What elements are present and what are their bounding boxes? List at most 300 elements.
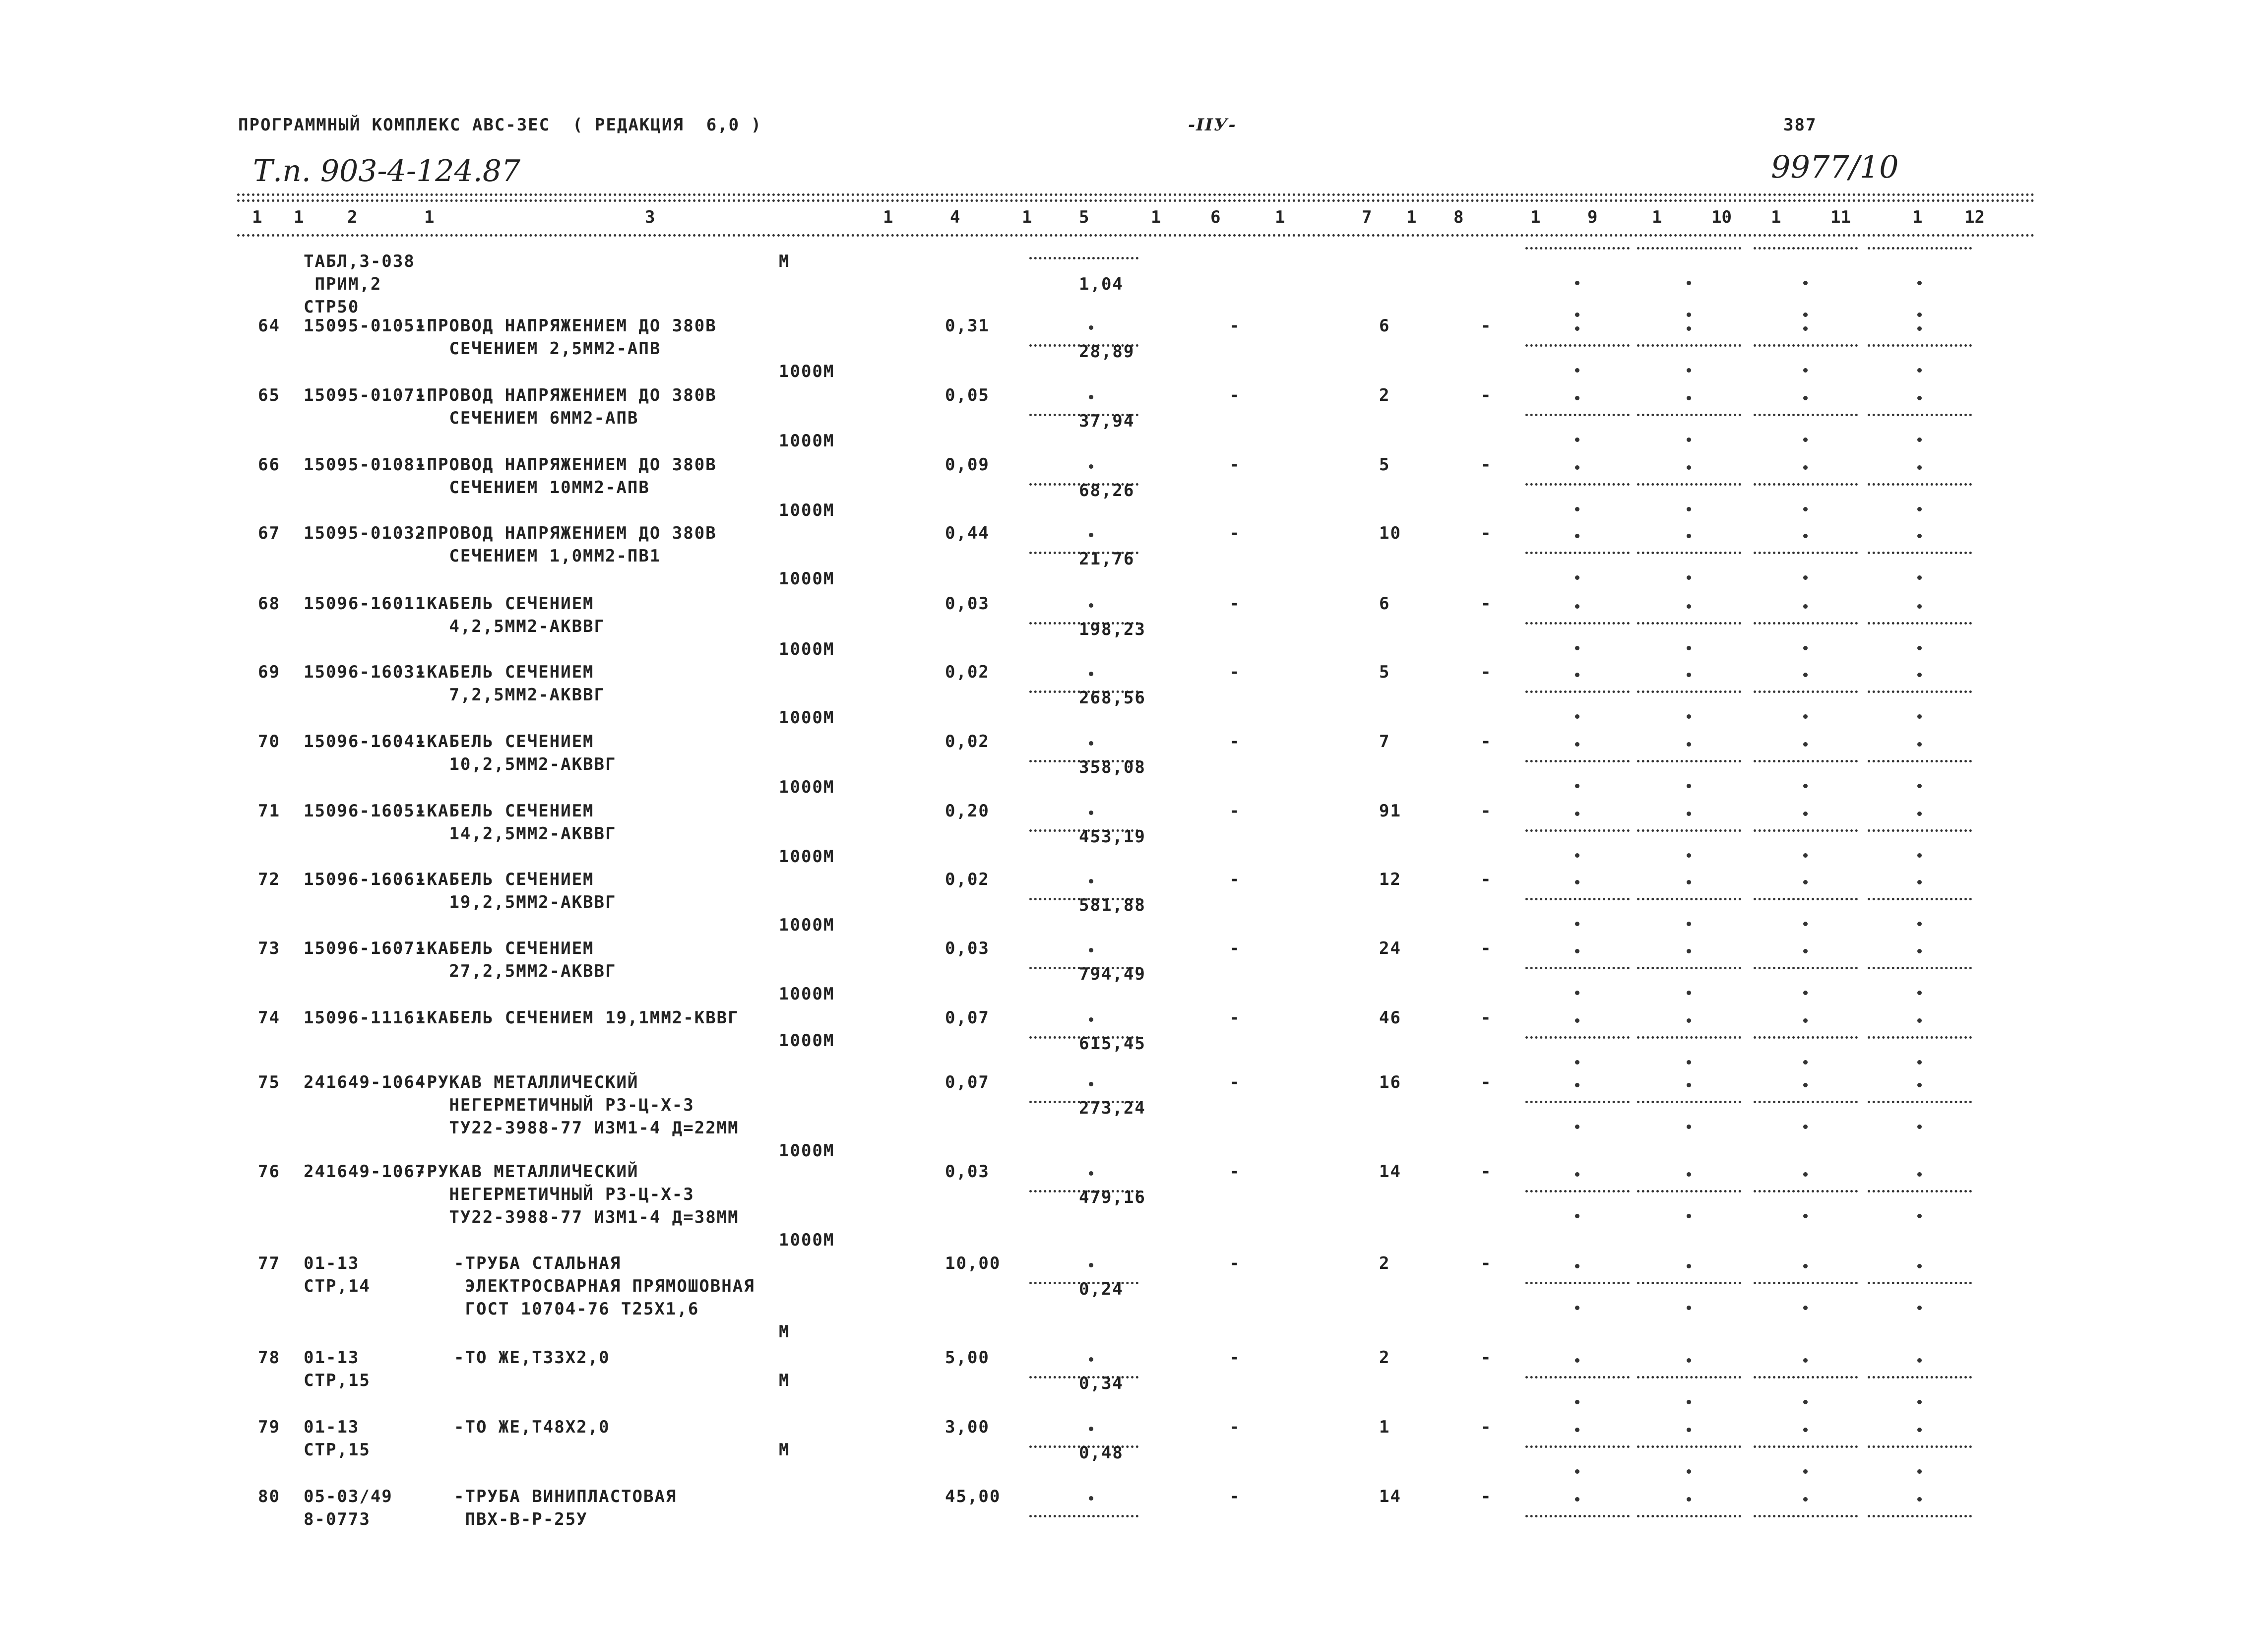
row-col7: 91 (1379, 801, 1401, 821)
row-price: 28,89 (1079, 342, 1135, 362)
row-unit: 1000М (779, 362, 835, 381)
col9-marker-bottom (1575, 368, 1579, 373)
col12-marker-bottom (1917, 1469, 1922, 1474)
row-description-line: ТУ22-3988-77 ИЗМ1-4 Д=38ММ (416, 1207, 739, 1227)
col10-divider (1637, 552, 1741, 554)
row-price: 581,88 (1079, 895, 1146, 915)
col11-marker-bottom (1803, 784, 1808, 788)
row-col7: 1 (1379, 1417, 1390, 1437)
col9-marker-bottom (1575, 1469, 1579, 1474)
col12-marker-bottom (1917, 784, 1922, 788)
row-col6: - (1229, 1348, 1241, 1368)
col9-divider (1525, 690, 1630, 693)
col9-marker-top (1575, 604, 1579, 609)
col12-divider (1868, 967, 1972, 969)
col12-divider (1868, 414, 1972, 416)
col9-marker-bottom (1575, 853, 1579, 858)
col9-marker-bottom (1575, 1060, 1579, 1065)
row-unit: М (779, 1322, 790, 1342)
row-col6: - (1229, 1417, 1241, 1437)
row-unit: 1000М (779, 1141, 835, 1161)
row-description-line: -ПРОВОД НАПРЯЖЕНИЕМ ДО 380В (416, 523, 717, 543)
row-col7: 16 (1379, 1072, 1401, 1092)
col12-marker-top (1917, 1428, 1922, 1432)
col10-marker-top (1687, 1172, 1691, 1177)
col11-divider (1754, 1101, 1858, 1103)
col11-marker-top (1803, 281, 1808, 285)
col12-divider (1868, 760, 1972, 762)
col10-marker-top (1687, 1264, 1691, 1268)
row-description-line: 14,2,5ММ2-АКВВГ (416, 824, 617, 844)
column-header-cell: 1 (1151, 207, 1161, 227)
row-description-line: -ТО ЖЕ,Т48Х2,0 (454, 1417, 610, 1437)
col10-divider (1637, 1190, 1741, 1192)
row-col7: 2 (1379, 385, 1390, 405)
col9-marker-bottom (1575, 313, 1579, 317)
row-col7: 46 (1379, 1008, 1401, 1028)
col10-marker-top (1687, 534, 1691, 538)
row-description-line: СЕЧЕНИЕМ 6ММ2-АПВ (416, 408, 639, 428)
row-price: 21,76 (1079, 549, 1135, 569)
row-price: 37,94 (1079, 411, 1135, 431)
row-description-line: -КАБЕЛЬ СЕЧЕНИЕМ (416, 662, 594, 682)
col10-marker-top (1687, 1428, 1691, 1432)
col10-divider (1637, 1515, 1741, 1517)
col12-marker-top (1917, 326, 1922, 331)
column-header-cell: 5 (1079, 207, 1089, 227)
col12-marker-bottom (1917, 507, 1922, 511)
row-col8: - (1481, 594, 1492, 614)
col12-marker-top (1917, 1172, 1922, 1177)
row-quantity: 0,03 (945, 939, 990, 958)
row-col8: - (1481, 1162, 1492, 1182)
col11-marker-bottom (1803, 1125, 1808, 1129)
col9-marker-top (1575, 742, 1579, 747)
row-description-line: 10,2,5ММ2-АКВВГ (416, 754, 617, 774)
column-header-cell: 1 (1530, 207, 1541, 227)
col12-divider (1868, 1101, 1972, 1103)
row-col7: 7 (1379, 732, 1390, 752)
col12-divider (1868, 690, 1972, 693)
col10-marker-top (1687, 812, 1691, 816)
row-col7: 2 (1379, 1253, 1390, 1273)
col10-marker-bottom (1687, 507, 1691, 511)
col10-marker-top (1687, 742, 1691, 747)
col11-marker-bottom (1803, 714, 1808, 719)
col10-marker-bottom (1687, 438, 1691, 442)
col10-marker-bottom (1687, 784, 1691, 788)
row-unit: 1000М (779, 847, 835, 867)
col11-marker-top (1803, 880, 1808, 884)
col9-divider (1525, 1515, 1630, 1517)
row-price: 268,56 (1079, 688, 1146, 708)
row-quantity: 45,00 (945, 1487, 1001, 1506)
col9-marker-top (1575, 534, 1579, 538)
col10-marker-top (1687, 880, 1691, 884)
row-quantity: 0,20 (945, 801, 990, 821)
col10-divider (1637, 483, 1741, 486)
row-col7: 14 (1379, 1487, 1401, 1506)
row-code: 15096-11161 (304, 1008, 427, 1028)
col11-marker-top (1803, 1428, 1808, 1432)
col11-marker-top (1803, 1358, 1808, 1363)
col10-divider (1637, 898, 1741, 900)
col12-marker-top (1917, 534, 1922, 538)
row-description-line: 7,2,5ММ2-АКВВГ (416, 685, 605, 705)
row-col6: - (1229, 939, 1241, 958)
row-code: 15096-16011 (304, 594, 427, 614)
row-code-ref: СТР,15 (304, 1371, 371, 1390)
col11-divider (1754, 344, 1858, 347)
col10-marker-bottom (1687, 714, 1691, 719)
col9-marker-top (1575, 1172, 1579, 1177)
col12-marker-top (1917, 1083, 1922, 1087)
row-quantity: 0,09 (945, 455, 990, 475)
col9-marker-top (1575, 1358, 1579, 1363)
row-number: 68 (258, 594, 280, 614)
row-col8: - (1481, 1487, 1492, 1506)
row-description-line: СЕЧЕНИЕМ 10ММ2-АПВ (416, 478, 650, 498)
column-header-cell: 1 (1406, 207, 1417, 227)
col11-divider (1754, 829, 1858, 832)
col12-divider (1868, 552, 1972, 554)
col5-marker (1089, 1171, 1093, 1176)
col5-marker (1089, 1082, 1093, 1086)
col11-marker-top (1803, 742, 1808, 747)
col12-divider (1868, 344, 1972, 347)
col10-marker-bottom (1687, 1306, 1691, 1310)
col12-divider (1868, 247, 1972, 250)
row-col6: - (1229, 385, 1241, 405)
col9-divider (1525, 483, 1630, 486)
row-unit: М (779, 251, 790, 271)
row-description-line: -РУКАВ МЕТАЛЛИЧЕСКИЙ (416, 1162, 639, 1182)
page-mark: -IIУ- (1188, 115, 1237, 135)
row-number: 75 (258, 1072, 280, 1092)
col9-divider (1525, 552, 1630, 554)
row-price: 453,19 (1079, 827, 1146, 847)
col10-divider (1637, 967, 1741, 969)
row-code-ref: 8-0773 (304, 1509, 371, 1529)
col12-marker-bottom (1917, 991, 1922, 995)
col10-marker-top (1687, 949, 1691, 953)
row-price: 0,34 (1079, 1374, 1124, 1393)
row-description-line: -ПРОВОД НАПРЯЖЕНИЕМ ДО 380В (416, 385, 717, 405)
col9-marker-top (1575, 1497, 1579, 1502)
col9-divider (1525, 414, 1630, 416)
col5-marker (1089, 325, 1093, 330)
col9-marker-bottom (1575, 922, 1579, 926)
col5-marker (1089, 395, 1093, 399)
col9-divider (1525, 967, 1630, 969)
row-description-line: -КАБЕЛЬ СЕЧЕНИЕМ (416, 939, 594, 958)
col12-marker-top (1917, 604, 1922, 609)
col11-marker-bottom (1803, 853, 1808, 858)
row-number: 70 (258, 732, 280, 752)
row-col8: - (1481, 316, 1492, 336)
col12-marker-bottom (1917, 853, 1922, 858)
row-col7: 2 (1379, 1348, 1390, 1368)
col12-marker-bottom (1917, 1214, 1922, 1218)
row-description-line: НЕГЕРМЕТИЧНЫЙ РЗ-Ц-Х-3 (416, 1185, 694, 1204)
col11-marker-bottom (1803, 507, 1808, 511)
col11-marker-top (1803, 326, 1808, 331)
row-description-line: ГОСТ 10704-76 Т25Х1,6 (454, 1299, 699, 1319)
row-number: 76 (258, 1162, 280, 1182)
col12-marker-top (1917, 1358, 1922, 1363)
col11-marker-bottom (1803, 646, 1808, 650)
col10-marker-top (1687, 465, 1691, 470)
row-col7: 12 (1379, 870, 1401, 889)
row-col8: - (1481, 1072, 1492, 1092)
col5-marker (1089, 1427, 1093, 1431)
row-number: 69 (258, 662, 280, 682)
row-price: 794,49 (1079, 964, 1146, 984)
col5-marker (1089, 672, 1093, 676)
row-description-line: -РУКАВ МЕТАЛЛИЧЕСКИЙ (416, 1072, 639, 1092)
col11-marker-bottom (1803, 1400, 1808, 1404)
col12-marker-top (1917, 281, 1922, 285)
col10-marker-bottom (1687, 575, 1691, 580)
col5-marker (1089, 1017, 1093, 1022)
col10-divider (1637, 760, 1741, 762)
top-dotted-rule-2 (237, 199, 2035, 202)
col11-marker-top (1803, 465, 1808, 470)
row-unit: М (779, 1440, 790, 1460)
row-col7: 14 (1379, 1162, 1401, 1182)
column-header-cell: 1 (883, 207, 893, 227)
row-col6: - (1229, 1253, 1241, 1273)
row-code: 15096-16031 (304, 662, 427, 682)
col12-divider (1868, 483, 1972, 486)
col9-divider (1525, 344, 1630, 347)
col11-divider (1754, 690, 1858, 693)
col12-divider (1868, 898, 1972, 900)
row-col8: - (1481, 732, 1492, 752)
col9-marker-top (1575, 1264, 1579, 1268)
col11-divider (1754, 967, 1858, 969)
col12-marker-top (1917, 742, 1922, 747)
col11-marker-bottom (1803, 1214, 1808, 1218)
col11-divider (1754, 622, 1858, 625)
row-col8: - (1481, 1253, 1492, 1273)
col12-marker-top (1917, 812, 1922, 816)
col9-divider (1525, 1190, 1630, 1192)
row-price: 615,45 (1079, 1034, 1146, 1054)
row-col7: 5 (1379, 662, 1390, 682)
row-unit: 1000М (779, 639, 835, 659)
col11-divider (1754, 1515, 1858, 1517)
row-number: 79 (258, 1417, 280, 1437)
col10-divider (1637, 829, 1741, 832)
row-quantity: 0,44 (945, 523, 990, 543)
column-header-cell: 1 (1022, 207, 1032, 227)
row-description-line: -КАБЕЛЬ СЕЧЕНИЕМ (416, 732, 594, 752)
column-header-cell: 4 (950, 207, 960, 227)
header-dotted-rule (237, 234, 2035, 237)
col10-marker-bottom (1687, 1125, 1691, 1129)
col9-marker-top (1575, 949, 1579, 953)
row-description-line: СЕЧЕНИЕМ 2,5ММ2-АПВ (416, 339, 661, 359)
col12-marker-bottom (1917, 714, 1922, 719)
row-description-line: 4,2,5ММ2-АКВВГ (416, 617, 605, 636)
row-code: 15095-01051 (304, 316, 427, 336)
col9-marker-top (1575, 326, 1579, 331)
row-code-ref: СТР,15 (304, 1440, 371, 1460)
col10-marker-top (1687, 396, 1691, 400)
row-col6: - (1229, 801, 1241, 821)
col11-divider (1754, 1190, 1858, 1192)
col10-divider (1637, 1282, 1741, 1284)
col12-marker-bottom (1917, 646, 1922, 650)
col9-marker-bottom (1575, 507, 1579, 511)
col12-marker-top (1917, 465, 1922, 470)
row-unit: 1000М (779, 569, 835, 589)
col10-divider (1637, 1445, 1741, 1448)
row-unit: 1000М (779, 501, 835, 520)
col9-marker-bottom (1575, 1306, 1579, 1310)
col11-marker-top (1803, 1497, 1808, 1502)
row-code: 01-13 (304, 1253, 360, 1273)
col12-marker-bottom (1917, 922, 1922, 926)
col5-marker (1089, 603, 1093, 608)
row-code: 241649-1064 (304, 1072, 427, 1092)
col9-marker-top (1575, 812, 1579, 816)
col10-marker-top (1687, 326, 1691, 331)
row-unit: 1000М (779, 777, 835, 797)
column-header-cell: 1 (1912, 207, 1923, 227)
col12-marker-bottom (1917, 1306, 1922, 1310)
row-code: 01-13 (304, 1348, 360, 1368)
col12-divider (1868, 1036, 1972, 1039)
col10-marker-top (1687, 281, 1691, 285)
row-code: 15096-16071 (304, 939, 427, 958)
row-col8: - (1481, 870, 1492, 889)
column-header-cell: 6 (1210, 207, 1221, 227)
col12-marker-bottom (1917, 313, 1922, 317)
row-code: 15096-16061 (304, 870, 427, 889)
row-price: 479,16 (1079, 1188, 1146, 1207)
row-col8: - (1481, 1348, 1492, 1368)
col9-marker-bottom (1575, 575, 1579, 580)
row-code: 15095-01071 (304, 385, 427, 405)
column-header-cell: 2 (347, 207, 358, 227)
col9-marker-top (1575, 1428, 1579, 1432)
row-quantity: 0,02 (945, 662, 990, 682)
col12-marker-bottom (1917, 438, 1922, 442)
col9-divider (1525, 898, 1630, 900)
col5-divider (1029, 1515, 1138, 1517)
col11-divider (1754, 552, 1858, 554)
col5-marker (1089, 1357, 1093, 1362)
row-unit: 1000М (779, 708, 835, 728)
col9-marker-bottom (1575, 646, 1579, 650)
col12-marker-top (1917, 949, 1922, 953)
row-quantity: 3,00 (945, 1417, 990, 1437)
row-col6: - (1229, 455, 1241, 475)
col12-marker-bottom (1917, 1060, 1922, 1065)
col9-divider (1525, 760, 1630, 762)
col11-marker-top (1803, 673, 1808, 677)
column-header-cell: 1 (1771, 207, 1781, 227)
col10-divider (1637, 690, 1741, 693)
col11-marker-bottom (1803, 438, 1808, 442)
col9-marker-top (1575, 396, 1579, 400)
col11-marker-bottom (1803, 575, 1808, 580)
col10-marker-top (1687, 1358, 1691, 1363)
row-col6: - (1229, 1162, 1241, 1182)
col11-divider (1754, 247, 1858, 250)
col11-divider (1754, 1282, 1858, 1284)
col11-marker-top (1803, 396, 1808, 400)
row-col8: - (1481, 801, 1492, 821)
row-description-line: ПРИМ,2 (304, 274, 382, 294)
row-price: 0,48 (1079, 1443, 1124, 1463)
col10-divider (1637, 1036, 1741, 1039)
row-quantity: 0,31 (945, 316, 990, 336)
row-quantity: 0,02 (945, 870, 990, 889)
row-number: 65 (258, 385, 280, 405)
sheet-code: 9977/10 (1771, 149, 1899, 185)
row-description-line: -ПРОВОД НАПРЯЖЕНИЕМ ДО 380В (416, 316, 717, 336)
col9-divider (1525, 829, 1630, 832)
row-code: 15095-01081 (304, 455, 427, 475)
row-col8: - (1481, 1417, 1492, 1437)
row-code: 01-13 (304, 1417, 360, 1437)
column-header-cell: 8 (1453, 207, 1464, 227)
row-col6: - (1229, 732, 1241, 752)
col10-marker-bottom (1687, 1060, 1691, 1065)
row-quantity: 5,00 (945, 1348, 990, 1368)
col9-divider (1525, 1445, 1630, 1448)
col9-marker-bottom (1575, 438, 1579, 442)
col12-divider (1868, 622, 1972, 625)
col10-divider (1637, 1101, 1741, 1103)
row-number: 67 (258, 523, 280, 543)
row-description-line: СТР50 (304, 297, 360, 317)
row-number: 73 (258, 939, 280, 958)
col11-marker-bottom (1803, 922, 1808, 926)
col12-marker-top (1917, 396, 1922, 400)
row-description-line: 27,2,5ММ2-АКВВГ (416, 961, 617, 981)
col12-marker-bottom (1917, 368, 1922, 373)
col10-divider (1637, 414, 1741, 416)
row-price: 1,04 (1079, 274, 1124, 294)
col9-marker-bottom (1575, 1214, 1579, 1218)
col9-divider (1525, 1036, 1630, 1039)
row-description-line: -КАБЕЛЬ СЕЧЕНИЕМ 19,1ММ2-КВВГ (416, 1008, 739, 1028)
col11-marker-bottom (1803, 1060, 1808, 1065)
col9-divider (1525, 247, 1630, 250)
row-description-line: ПВХ-В-Р-25У (454, 1509, 588, 1529)
row-description-line: ТАБЛ,3-038 (304, 251, 415, 271)
col5-marker (1089, 811, 1093, 815)
row-number: 71 (258, 801, 280, 821)
col10-divider (1637, 622, 1741, 625)
tp-code: Т.п. 903-4-124.87 (253, 154, 521, 188)
row-description-line: -ТРУБА ВИНИПЛАСТОВАЯ (454, 1487, 677, 1506)
col11-marker-top (1803, 812, 1808, 816)
col12-divider (1868, 1190, 1972, 1192)
col11-marker-top (1803, 1083, 1808, 1087)
row-code: 05-03/49 (304, 1487, 393, 1506)
col10-marker-top (1687, 1083, 1691, 1087)
row-col7: 10 (1379, 523, 1401, 543)
col12-marker-top (1917, 1264, 1922, 1268)
col11-divider (1754, 760, 1858, 762)
col12-divider (1868, 829, 1972, 832)
row-number: 64 (258, 316, 280, 336)
